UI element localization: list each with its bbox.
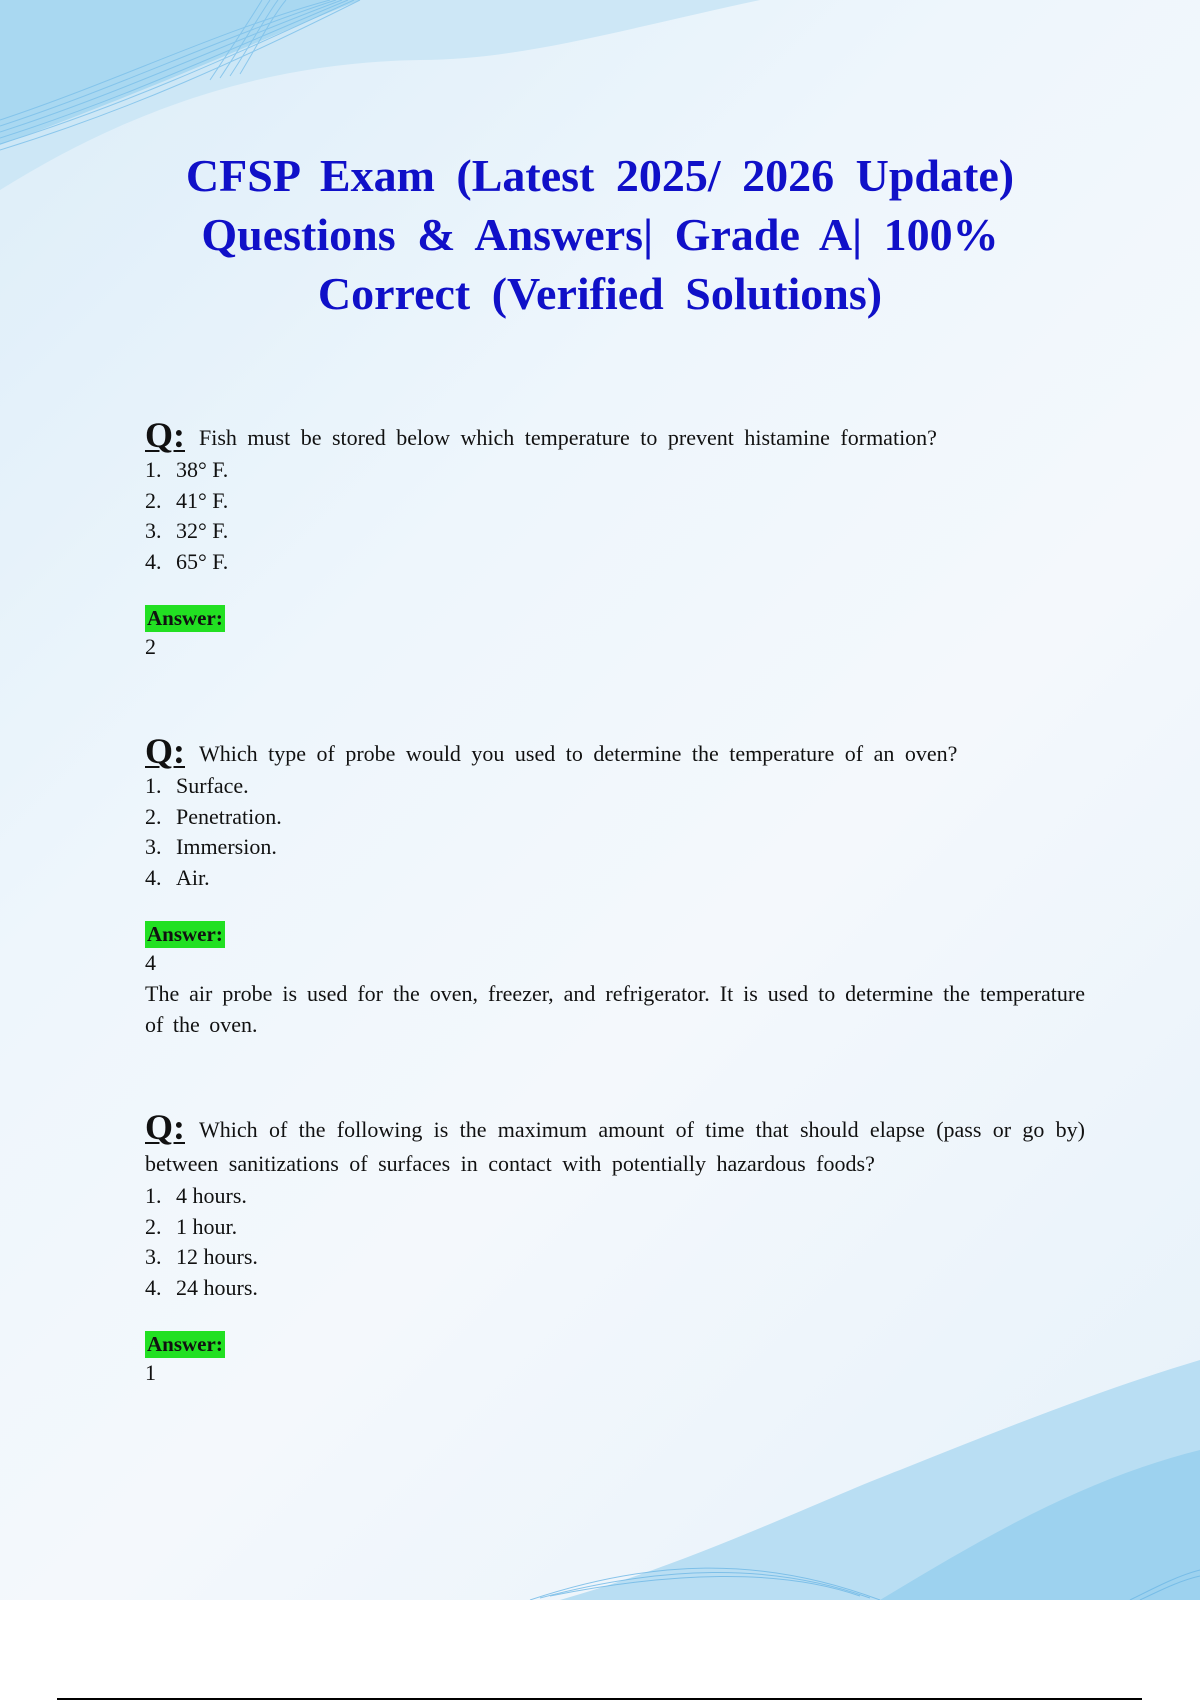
option-item — [145, 486, 1085, 517]
question-text: Which of the following is the maximum amount of time that should elapse (pass or go by) between sanitizations of surfaces in contact with potentially hazardous foods? — [145, 1117, 1085, 1176]
option-number: 3. — [145, 834, 162, 859]
option-item — [145, 455, 1085, 486]
question-text: Which type of probe would you used to determine the temperature of an oven? — [199, 741, 958, 766]
options-list — [145, 1181, 1085, 1303]
option-text: 65° F. — [176, 548, 229, 574]
option-text: 1 hour. — [176, 1213, 238, 1239]
option-number: 4. — [145, 548, 162, 574]
option-text: Penetration. — [176, 803, 282, 829]
option-text: 38° F. — [176, 457, 229, 482]
answer-value: 2 — [145, 634, 156, 659]
option-item — [145, 1212, 1085, 1243]
question-text: Fish must be stored below which temperature to prevent histamine formation? — [199, 425, 937, 450]
options-list — [145, 455, 1085, 577]
question-label: Q: — [145, 1107, 185, 1147]
option-item — [145, 771, 1085, 802]
option-text: 4 hours. — [176, 1183, 247, 1208]
option-text: Surface. — [176, 773, 249, 798]
option-text: 12 hours. — [176, 1244, 258, 1269]
option-item — [145, 802, 1085, 833]
answer-label: Answer: — [147, 922, 223, 946]
option-number: 1. — [145, 457, 162, 482]
option-item — [145, 516, 1085, 547]
question-label: Q: — [145, 415, 185, 455]
option-item — [145, 1273, 1085, 1304]
option-number: 1. — [145, 1183, 162, 1208]
document-title: CFSP Exam (Latest 2025/ 2026 Update) Questions & Answers| Grade A| 100% Correct (Verified Solutions) — [185, 150, 1015, 319]
question-text-line — [145, 415, 1085, 455]
answer-explanation: The air probe is used for the oven, freezer, and refrigerator. It is used to determine the temperature of the oven. — [145, 981, 1085, 1037]
option-text: 32° F. — [176, 518, 229, 543]
answer-label: Answer: — [147, 1332, 223, 1356]
option-item — [145, 1242, 1085, 1273]
options-list — [145, 771, 1085, 893]
option-text: Immersion. — [176, 834, 277, 859]
question-text-line — [145, 1107, 1085, 1181]
question-block — [145, 415, 1085, 662]
option-text: 24 hours. — [176, 1274, 258, 1300]
option-item — [145, 832, 1085, 863]
option-number: 3. — [145, 518, 162, 543]
option-item — [145, 547, 1085, 578]
answer-value: 1 — [145, 1360, 156, 1385]
option-number: 2. — [145, 1213, 162, 1239]
option-number: 2. — [145, 487, 162, 513]
question-label: Q: — [145, 731, 185, 771]
question-text-line — [145, 731, 1085, 771]
option-number: 4. — [145, 1274, 162, 1300]
answer-label: Answer: — [147, 606, 223, 630]
option-item — [145, 1181, 1085, 1212]
option-text: 41° F. — [176, 487, 229, 513]
answer-value: 4 — [145, 950, 156, 975]
option-text: Air. — [176, 864, 210, 890]
option-number: 1. — [145, 773, 162, 798]
question-block — [145, 1107, 1085, 1388]
option-number: 2. — [145, 803, 162, 829]
option-number: 3. — [145, 1244, 162, 1269]
option-number: 4. — [145, 864, 162, 890]
question-block — [145, 731, 1085, 1040]
option-item — [145, 863, 1085, 894]
